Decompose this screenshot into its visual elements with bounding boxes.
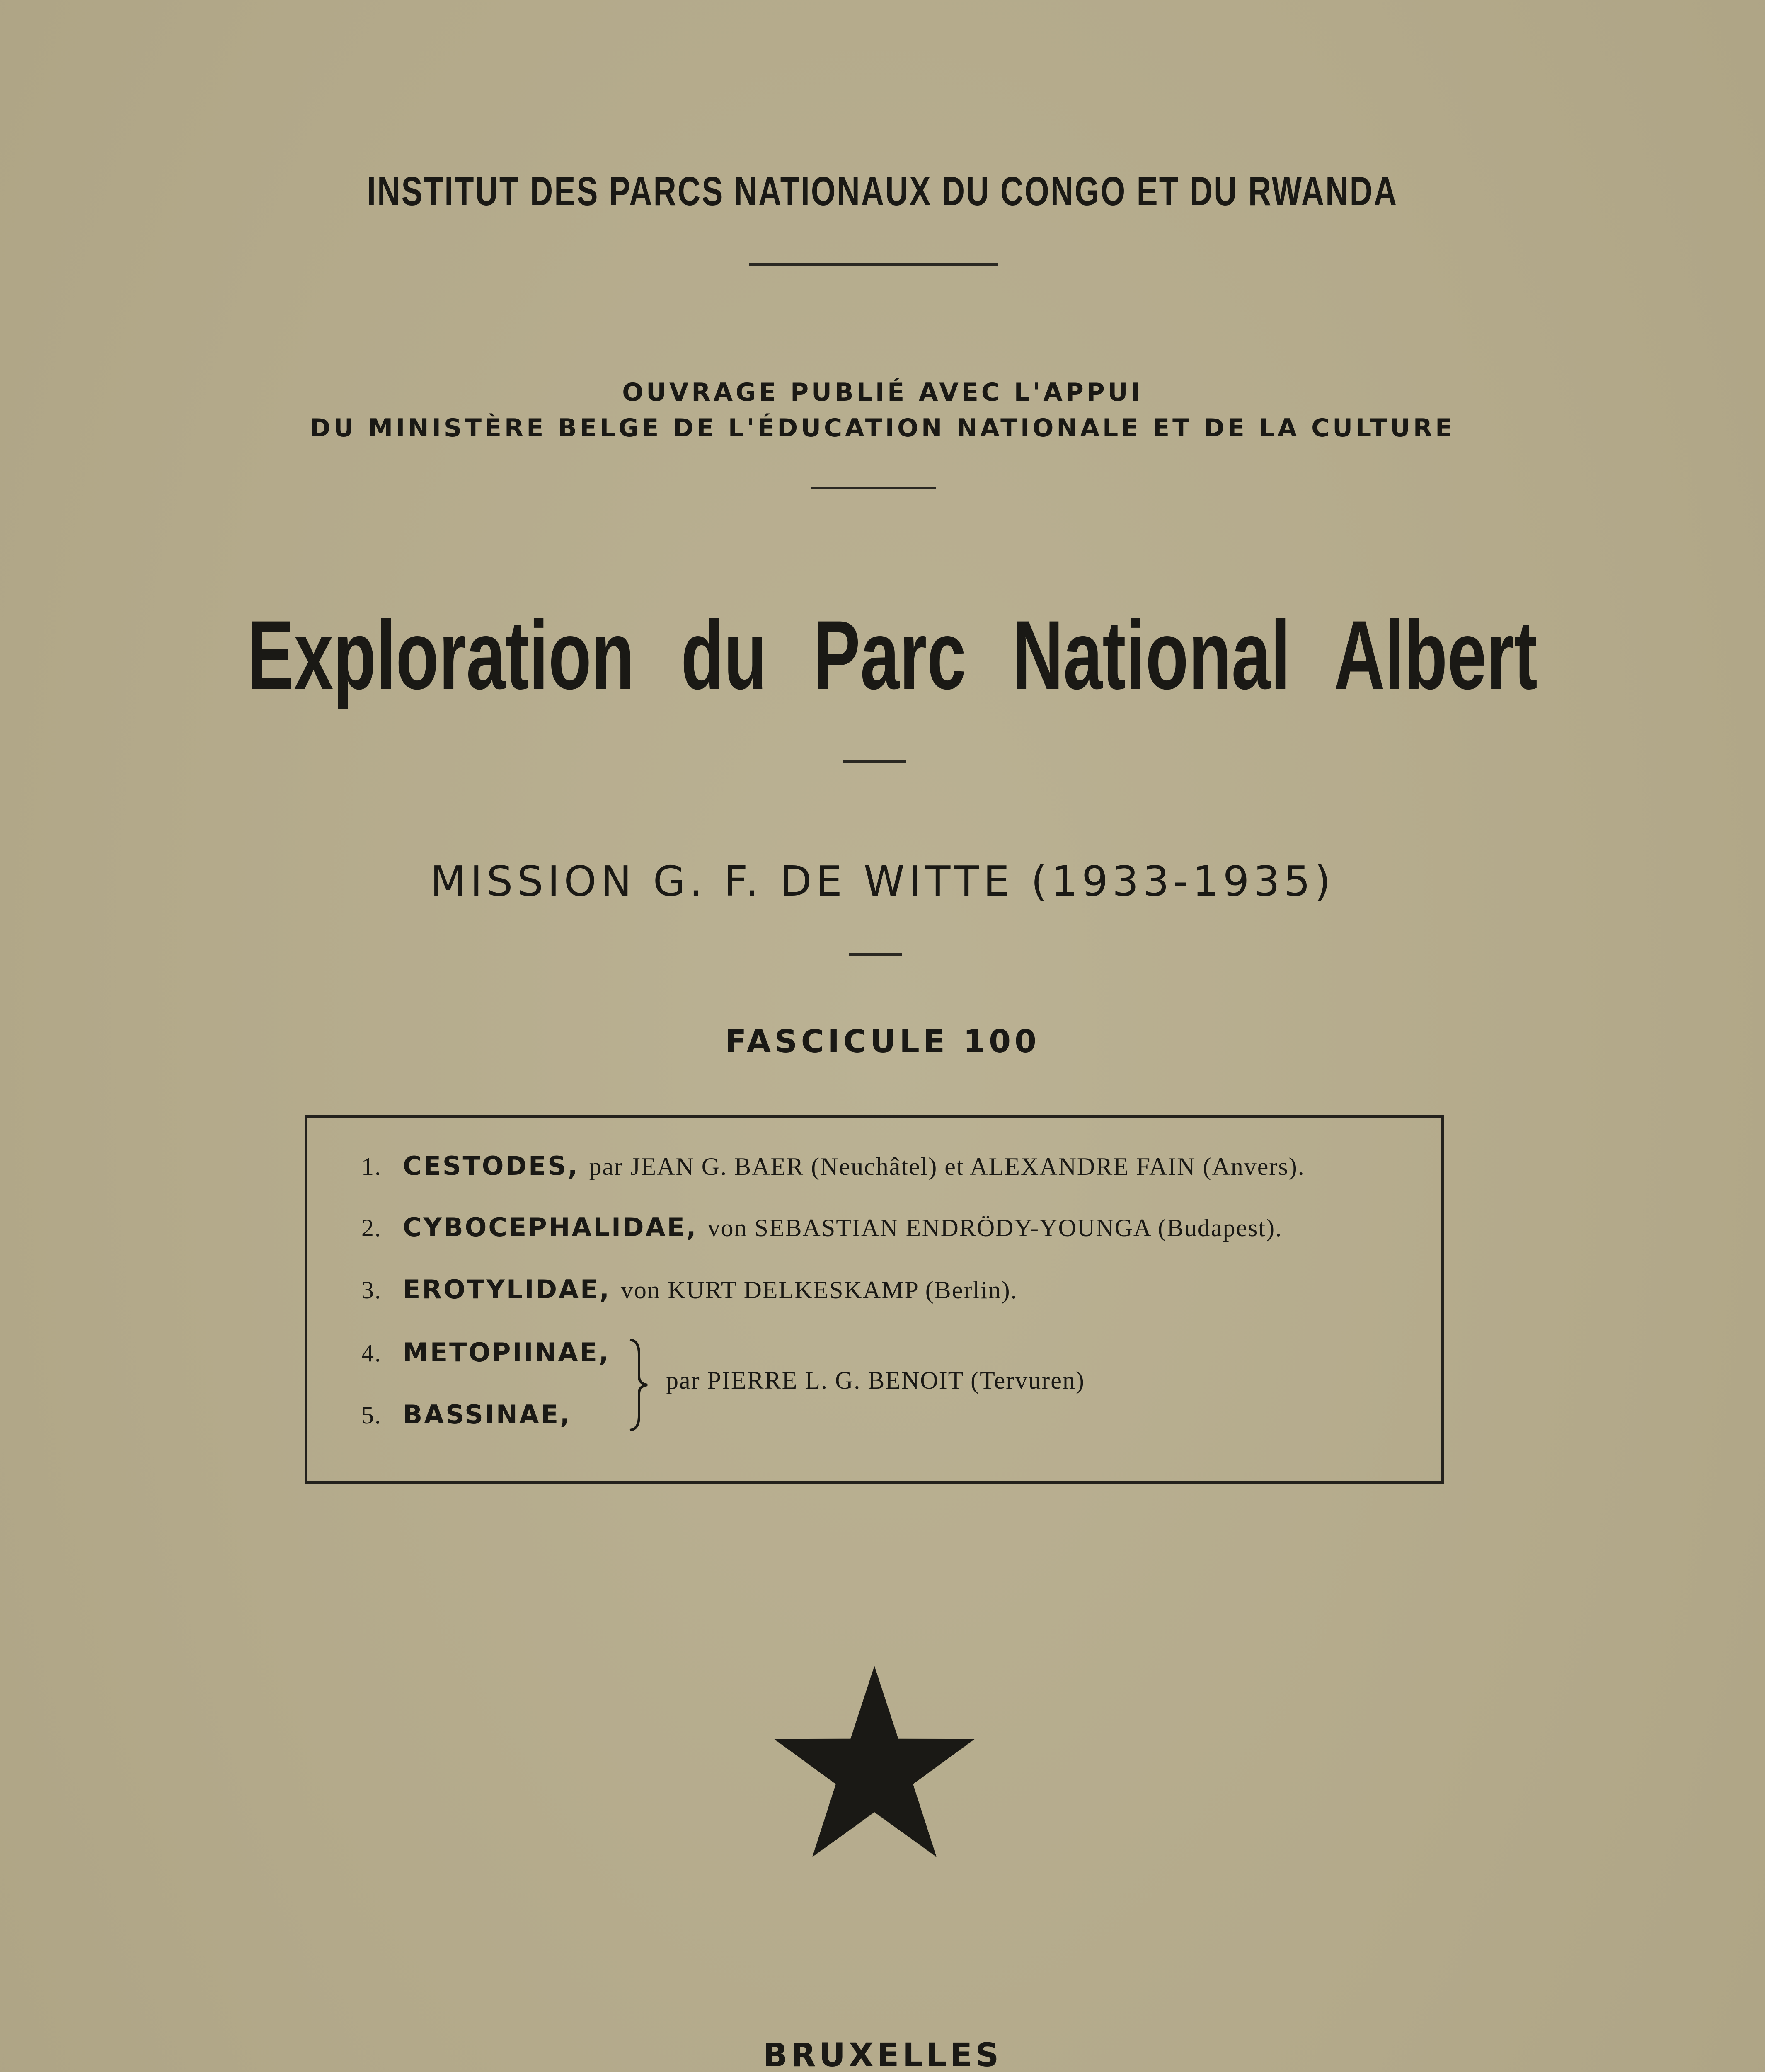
main-title: Exploration du Parc National Albert bbox=[247, 600, 1537, 710]
contents-entry bbox=[361, 1399, 571, 1430]
brace-icon bbox=[627, 1337, 651, 1433]
entry-authors: von SEBASTIAN ENDRÖDY-YOUNGA (Budapest). bbox=[707, 1214, 1283, 1242]
entry-taxon: METOPIINAE, bbox=[403, 1337, 610, 1368]
entry-authors: von KURT DELKESKAMP (Berlin). bbox=[620, 1276, 1018, 1304]
entry-taxon: BASSINAE, bbox=[403, 1399, 571, 1430]
divider-rule bbox=[749, 263, 998, 266]
entry-taxon: EROTYLIDAE, bbox=[403, 1274, 611, 1305]
entry-taxon: CYBOCEPHALIDAE, bbox=[403, 1212, 698, 1242]
entry-number: 3. bbox=[361, 1276, 382, 1304]
entry-taxon: CESTODES, bbox=[403, 1151, 579, 1181]
contents-entry bbox=[361, 1337, 610, 1368]
divider-rule bbox=[849, 953, 902, 956]
contents-entry bbox=[361, 1212, 1282, 1242]
publication-city: BRUXELLES bbox=[763, 2037, 1002, 2072]
divider-rule bbox=[843, 760, 906, 763]
fascicule-number: FASCICULE 100 bbox=[725, 1023, 1040, 1060]
entry-number: 4. bbox=[361, 1339, 382, 1367]
support-line-1: OUVRAGE PUBLIÉ AVEC L'APPUI bbox=[622, 378, 1143, 407]
shared-authors: par PIERRE L. G. BENOIT (Tervuren) bbox=[666, 1367, 1085, 1394]
mission-title: MISSION G. F. DE WITTE (1933-1935) bbox=[430, 857, 1335, 905]
entry-number: 1. bbox=[361, 1153, 382, 1180]
contents-entry bbox=[361, 1274, 1018, 1305]
contents-box bbox=[305, 1115, 1444, 1484]
entry-number: 2. bbox=[361, 1214, 382, 1242]
contents-entry bbox=[361, 1151, 1305, 1181]
star-icon bbox=[771, 1664, 978, 1859]
divider-rule bbox=[811, 487, 936, 489]
institute-name: INSTITUT DES PARCS NATIONAUX DU CONGO ET DU RWANDA bbox=[367, 168, 1398, 214]
entry-number: 5. bbox=[361, 1402, 382, 1429]
entry-authors: par JEAN G. BAER (Neuchâtel) et ALEXANDRE FAIN (Anvers). bbox=[589, 1153, 1305, 1180]
support-line-2: DU MINISTÈRE BELGE DE L'ÉDUCATION NATIONALE ET DE LA CULTURE bbox=[310, 414, 1455, 443]
